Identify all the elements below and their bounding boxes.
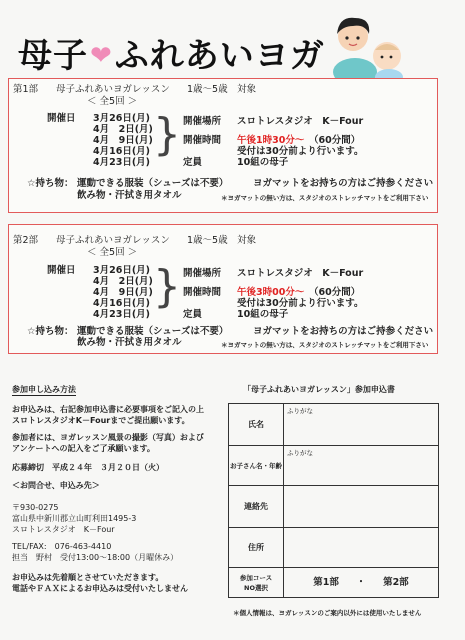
time-label: 開催時間 xyxy=(183,287,222,298)
session-count: ＜ 全5回 ＞ xyxy=(87,247,138,258)
session-age: 1歳～5歳 対象 xyxy=(187,84,257,95)
address-field[interactable] xyxy=(284,528,439,568)
course-option-2[interactable]: 第2部 xyxy=(383,576,409,588)
date-item: 4月16日(月) xyxy=(93,146,151,157)
date-item: 3月26日(月) xyxy=(93,265,151,276)
note: お申込みは先着順とさせていただきます。 xyxy=(12,573,164,582)
duration: （60分間） xyxy=(309,135,361,146)
dates-label: 開催日 xyxy=(47,265,76,276)
staff: 担当 野村 受付13:00～18:00（月曜休み） xyxy=(12,553,179,562)
session-age: 1歳～5歳 対象 xyxy=(187,235,257,246)
venue: スロトレスタジオ K－Four xyxy=(237,268,364,279)
duration: （60分間） xyxy=(309,287,361,298)
session-name: 母子ふれあいヨガレッスン xyxy=(56,235,170,246)
capacity-label: 定員 xyxy=(183,157,203,168)
brace-icon: } xyxy=(153,109,181,160)
session-box-2 xyxy=(8,224,438,354)
contact-heading: ＜お問合せ、申込み先＞ xyxy=(12,481,100,490)
how-to-text: アンケートへの記入をご了承願います。 xyxy=(12,444,155,453)
course-option-1[interactable]: 第1部 xyxy=(313,576,339,588)
date-item: 4月 2日(月) xyxy=(93,276,153,287)
clothes: 運動できる服装（シューズは不要） xyxy=(77,326,229,337)
course-label xyxy=(229,568,284,598)
child-label: お子さん名・年齢 xyxy=(229,446,284,486)
capacity-label: 定員 xyxy=(183,309,203,320)
session-part: 第2部 xyxy=(13,235,39,246)
brace-icon: } xyxy=(153,261,181,312)
mat-note: ＊ヨガマットの無い方は、スタジオのストレッチマットをご利用下さい xyxy=(221,341,429,349)
page-title xyxy=(18,28,325,77)
date-item: 4月 2日(月) xyxy=(93,124,153,135)
how-to-heading: 参加申し込み方法 xyxy=(12,385,76,394)
drinks: 飲み物・汗拭き用タオル xyxy=(77,337,182,348)
venue-label: 開催場所 xyxy=(183,116,222,127)
session-part: 第1部 xyxy=(13,84,39,95)
course-options xyxy=(284,568,439,598)
mother-and-child-icon xyxy=(325,12,413,84)
belongings-label: ☆持ち物： xyxy=(27,326,74,337)
how-to-text: 参加者には、ヨガレッスン風景の撮影（写真）および xyxy=(12,433,204,442)
deadline: 応募締切 平成２４年 ３月２０日（火） xyxy=(12,463,164,472)
furigana-label: ふりがな xyxy=(287,449,313,457)
date-item: 4月16日(月) xyxy=(93,298,151,309)
course-separator: ・ xyxy=(356,576,366,588)
session-name: 母子ふれあいヨガレッスン xyxy=(56,84,170,95)
form-title: 「母子ふれあいヨガレッスン」参加申込書 xyxy=(243,385,395,394)
tel: TEL/FAX: 076-463-4410 xyxy=(12,542,112,551)
privacy-note: ＊個人情報は、ヨガレッスンのご案内以外には使用いたしません xyxy=(233,609,422,617)
date-item: 4月 9日(月) xyxy=(93,287,153,298)
time: 午後1時30分～ xyxy=(237,135,305,146)
application-form xyxy=(228,403,439,598)
session-count: ＜ 全5回 ＞ xyxy=(87,96,138,107)
course-label-line2: NO選択 xyxy=(244,583,268,592)
capacity: 10組の母子 xyxy=(237,309,289,320)
address-label: 住所 xyxy=(229,528,284,568)
reception: 受付は30分前より行います。 xyxy=(237,298,364,309)
date-item: 3月26日(月) xyxy=(93,113,151,124)
venue-label: 開催場所 xyxy=(183,268,222,279)
note: 電話やＦＡＸによるお申込みは受付いたしません xyxy=(12,584,188,593)
dates-label: 開催日 xyxy=(47,113,76,124)
contact-label: 連絡先 xyxy=(229,486,284,528)
postal-code: 〒930-0275 xyxy=(12,503,59,512)
course-label-line1: 参加コース xyxy=(239,573,273,582)
address: 富山県中新川郡立山町利田1495-3 xyxy=(12,514,137,523)
belongings-label: ☆持ち物： xyxy=(27,178,74,189)
date-item: 4月23日(月) xyxy=(93,157,151,168)
venue: スロトレスタジオ K－Four xyxy=(237,116,364,127)
furigana-label: ふりがな xyxy=(287,407,313,415)
contact-field[interactable] xyxy=(284,486,439,528)
reception: 受付は30分前より行います。 xyxy=(237,146,364,157)
mat-note: ＊ヨガマットの無い方は、スタジオのストレッチマットをご利用下さい xyxy=(221,194,429,202)
session-box-1 xyxy=(8,78,438,213)
name-label: 氏名 xyxy=(229,404,284,446)
heart-icon: ❤ xyxy=(90,41,113,71)
name-field[interactable] xyxy=(284,404,439,446)
capacity: 10組の母子 xyxy=(237,157,289,168)
time-label: 開催時間 xyxy=(183,135,222,146)
drinks: 飲み物・汗拭き用タオル xyxy=(77,190,182,201)
mat: ヨガマットをお持ちの方はご持参ください xyxy=(253,178,434,189)
how-to-text: お申込みは、右記参加申込書に必要事項をご記入の上 xyxy=(12,405,204,414)
how-to-text: スロトレスタジオK－Fourまでご提出願います。 xyxy=(12,416,190,425)
title-part2: ふれあいヨガ xyxy=(114,36,325,76)
child-field[interactable] xyxy=(284,446,439,486)
title-part1: 母子 xyxy=(18,36,88,76)
studio-name: スロトレスタジオ K－Four xyxy=(12,525,115,534)
date-item: 4月23日(月) xyxy=(93,309,151,320)
mat: ヨガマットをお持ちの方はご持参ください xyxy=(253,326,434,337)
clothes: 運動できる服装（シューズは不要） xyxy=(77,178,229,189)
time: 午後3時00分～ xyxy=(237,287,305,298)
date-item: 4月 9日(月) xyxy=(93,135,153,146)
